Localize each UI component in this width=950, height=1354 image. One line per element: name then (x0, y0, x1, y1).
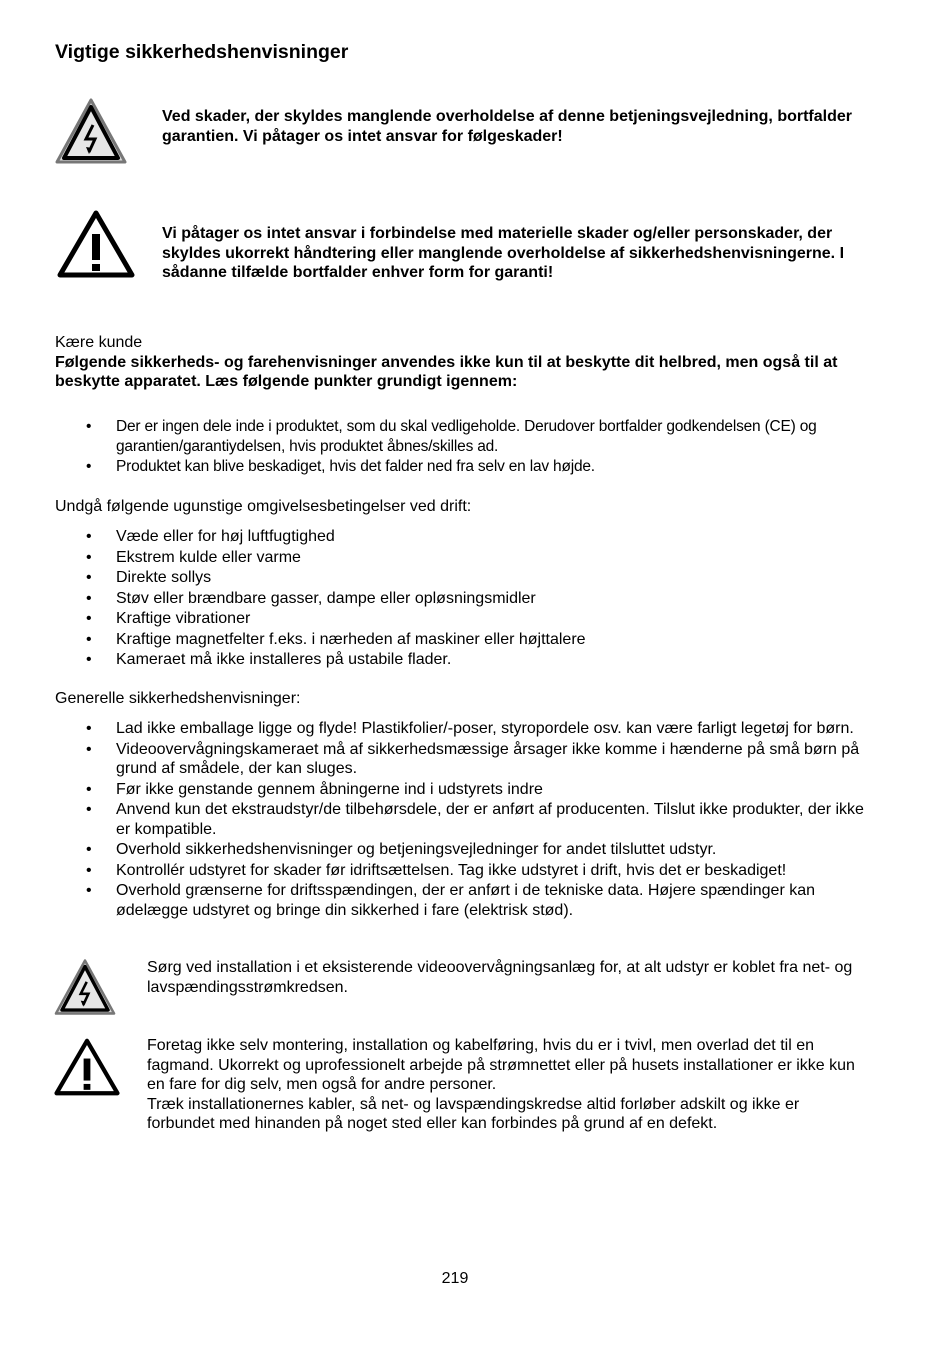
list-item: • Væde eller for høj luftfugtighed (55, 527, 865, 547)
list-item: • Anvend kun det ekstraudstyr/de tilbehørsdele, der er anført af producenten. Tilslut ikke produkter, der ikke er kompatible. (55, 800, 865, 839)
list-item: • Direkte sollys (55, 568, 865, 588)
list-item: • Kraftige vibrationer (55, 609, 865, 629)
installation-note-2-para-1: Foretag ikke selv montering, installation og kabelføring, hvis du er i tvivl, men overlad det til en fagmand. Ukorrekt og uprofessionelt arbejde på strømnettet eller på husets installationer er ikke kun en fare for dig selv, men også for andre personer. (147, 1037, 855, 1093)
general-heading: Generelle sikkerhedshenvisninger: (55, 690, 301, 707)
list-item: • Overhold grænserne for driftsspændingen, der er anført i de tekniske data. Højere spændinger kan ødelægge udstyret og bringe din sikkerhed i fare (elektrisk stød). (55, 881, 865, 920)
exclamation-warning-icon (54, 1038, 120, 1096)
installation-note-1: Sørg ved installation i et eksisterende videoovervågningsanlæg for, at alt udstyr er koblet fra net- og lavspændingsstrømkredsen. (147, 959, 853, 996)
electric-hazard-icon (54, 97, 128, 165)
installation-note-2-para-2: Træk installationernes kabler, så net- og lavspændingskredse altid forløber adskilt og ikke er forbundet med hinanden på noget sted eller kan forbindes på grund af en defekt. (147, 1095, 800, 1132)
list-item: • Overhold sikkerhedshenvisninger og betjeningsvejledninger for andet tilsluttet udstyr. (55, 840, 865, 860)
greeting-section (55, 333, 855, 392)
general-list (55, 719, 865, 921)
list-item: • Kraftige magnetfelter f.eks. i nærheden af maskiner eller højttalere (55, 630, 865, 650)
list-item: • Ekstrem kulde eller varme (55, 548, 865, 568)
electric-hazard-icon (53, 958, 117, 1016)
list-item: • Der er ingen dele inde i produktet, som du skal vedligeholde. Derudover bortfalder godkendelsen (CE) og garantien/garantiydelsen, hvis produktet åbnes/skilles ad. (55, 417, 865, 456)
list-item: • Produktet kan blive beskadiget, hvis det falder ned fra selv en lav højde. (55, 457, 865, 477)
installation-note-2 (147, 1036, 867, 1134)
environment-list (55, 527, 865, 671)
list-item: • Kameraet må ikke installeres på ustabile flader. (55, 650, 865, 670)
exclamation-warning-icon (57, 210, 135, 278)
environment-heading: Undgå følgende ugunstige omgivelsesbetingelser ved drift: (55, 498, 472, 515)
warning-text-2: Vi påtager os intet ansvar i forbindelse med materielle skader og/eller personskader, der skyldes ukorrekt håndtering eller manglende overholdelse af sikkerhedshenvisningerne. I sådanne tilfælde bortfalder enhver form for garanti! (162, 225, 845, 281)
list-item: • Kontrollér udstyret for skader før idriftsættelsen. Tag ikke udstyret i drift, hvis det er beskadiget! (55, 861, 865, 881)
greeting: Kære kunde (55, 334, 143, 351)
page-number: 219 (441, 1270, 469, 1287)
page-title: Vigtige sikkerhedshenvisninger (55, 41, 349, 63)
intro-text: Følgende sikkerheds- og farehenvisninger anvendes ikke kun til at beskytte dit helbred, men også til at beskytte apparatet. Læs følgende punkter grundigt igennem: (55, 353, 838, 390)
warning-text-1: Ved skader, der skyldes manglende overholdelse af denne betjeningsvejledning, bortfalder garantien. Vi påtager os intet ansvar for følgeskader! (162, 108, 852, 145)
product-list (55, 417, 865, 478)
list-item: • Lad ikke emballage ligge og flyde! Plastikfolier/-poser, styropordele osv. kan være farligt legetøj for børn. (55, 719, 865, 739)
list-item: • Før ikke genstande gennem åbningerne ind i udstyrets indre (55, 780, 865, 800)
list-item: • Støv eller brændbare gasser, dampe eller opløsningsmidler (55, 589, 865, 609)
list-item: • Videoovervågningskameraet må af sikkerhedsmæssige årsager ikke komme i hænderne på små børn på grund af smådele, der kan sluges. (55, 740, 865, 779)
